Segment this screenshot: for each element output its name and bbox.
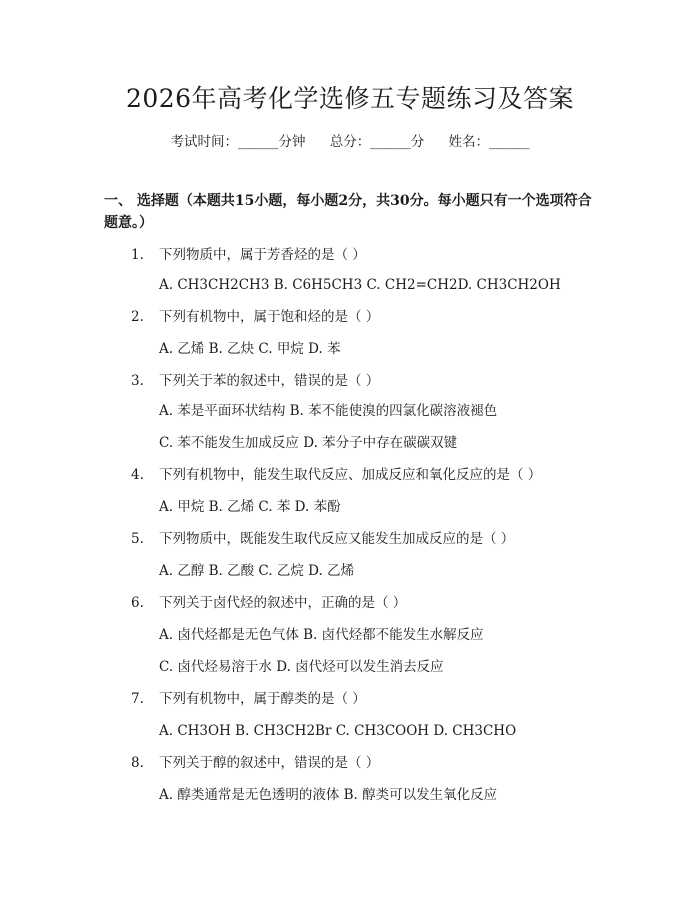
question-8 <box>131 753 379 773</box>
question-number: 5. <box>131 531 144 547</box>
question-number: 4. <box>131 467 144 483</box>
total-score-field: 总分：______分 <box>329 134 425 150</box>
student-name-field: 姓名：______ <box>448 134 530 150</box>
question-8-options: A. 醇类通常是无色透明的液体 B. 醇类可以发生氧化反应 <box>159 787 498 803</box>
question-number: 1. <box>131 247 144 263</box>
question-stem: 下列有机物中，属于醇类的是（ ） <box>159 691 366 707</box>
question-5-options: A. 乙醇 B. 乙酸 C. 乙烷 D. 乙烯 <box>159 563 355 579</box>
question-stem: 下列关于醇的叙述中，错误的是（ ） <box>159 755 380 771</box>
question-number: 2. <box>131 309 144 325</box>
question-6-options-line-2: C. 卤代烃易溶于水 D. 卤代烃可以发生消去反应 <box>159 659 444 675</box>
question-3-options-line-1: A. 苯是平面环状结构 B. 苯不能使溴的四氯化碳溶液褪色 <box>159 403 498 419</box>
question-5 <box>131 529 514 549</box>
question-3 <box>131 371 379 391</box>
question-stem: 下列物质中，属于芳香烃的是（ ） <box>159 247 366 263</box>
question-7-options: A. CH3OH B. CH3CH2Br C. CH3COOH D. CH3CHO <box>159 723 517 739</box>
question-stem: 下列有机物中，能发生取代反应、加成反应和氧化反应的是（ ） <box>159 467 542 483</box>
question-6-options-line-1: A. 卤代烃都是无色气体 B. 卤代烃都不能发生水解反应 <box>159 627 484 643</box>
page-title: 2026年高考化学选修五专题练习及答案 <box>125 84 575 113</box>
question-7 <box>131 689 366 709</box>
question-stem: 下列物质中，既能发生取代反应又能发生加成反应的是（ ） <box>159 531 515 547</box>
exam-info-line <box>0 132 700 152</box>
question-6 <box>131 593 406 613</box>
question-number: 8. <box>131 755 144 771</box>
question-2 <box>131 307 379 327</box>
question-3-options-line-2: C. 苯不能发生加成反应 D. 苯分子中存在碳碳双键 <box>159 435 458 451</box>
section-heading: 一、 选择题（本题共15小题，每小题2分，共30分。每小题只有一个选项符合题意。） <box>104 193 592 231</box>
question-number: 7. <box>131 691 144 707</box>
question-stem: 下列有机物中，属于饱和烃的是（ ） <box>159 309 380 325</box>
question-stem: 下列关于卤代烃的叙述中，正确的是（ ） <box>159 595 407 611</box>
question-number: 6. <box>131 595 144 611</box>
question-1-options: A. CH3CH2CH3 B. C6H5CH3 C. CH2=CH2D. CH3CH2OH <box>159 277 561 293</box>
exam-time-field: 考试时间：______分钟 <box>170 134 306 150</box>
question-4 <box>131 465 541 485</box>
question-1 <box>131 245 366 265</box>
question-number: 3. <box>131 373 144 389</box>
question-4-options: A. 甲烷 B. 乙烯 C. 苯 D. 苯酚 <box>159 499 341 515</box>
question-stem: 下列关于苯的叙述中，错误的是（ ） <box>159 373 380 389</box>
question-2-options: A. 乙烯 B. 乙炔 C. 甲烷 D. 苯 <box>159 341 341 357</box>
